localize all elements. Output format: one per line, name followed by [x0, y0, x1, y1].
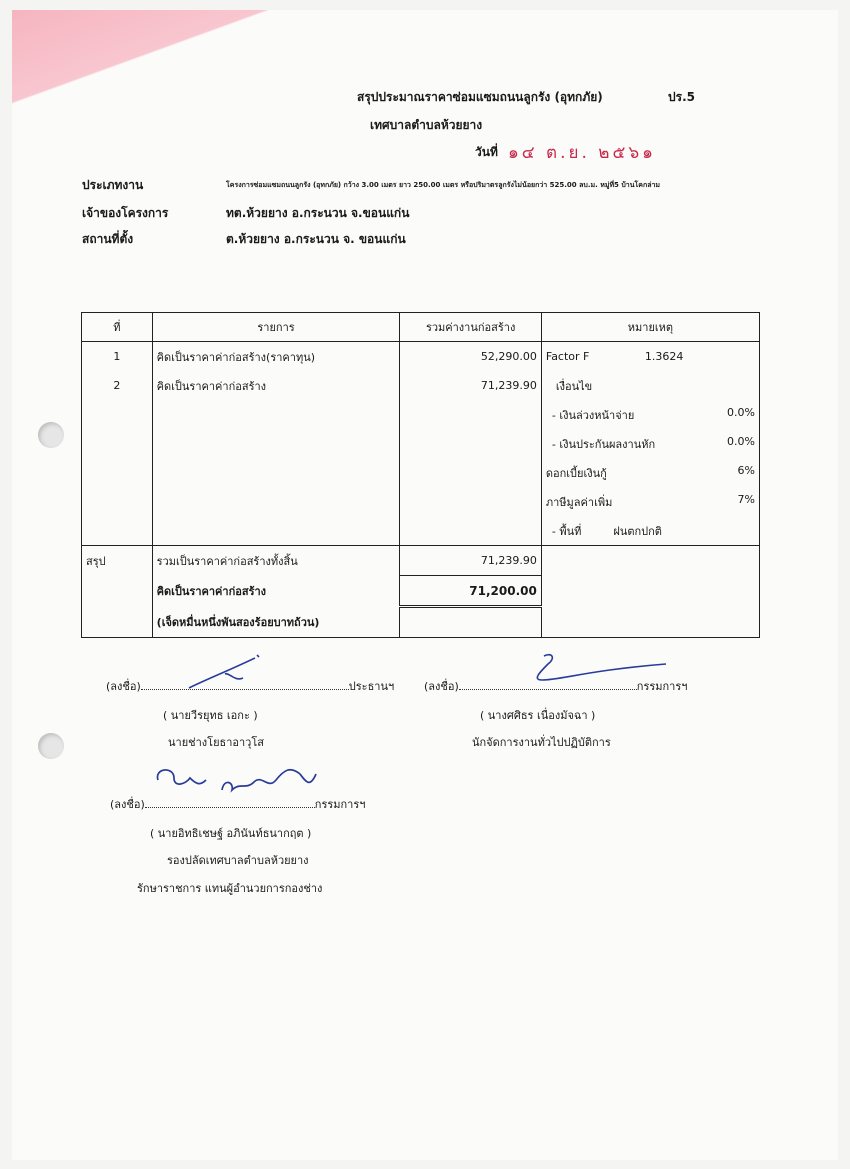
- condition-row: [82, 429, 760, 458]
- conditions-label: เงื่อนไข: [541, 371, 759, 400]
- document-title: สรุปประมาณราคาซ่อมแซมถนนลูกรัง (อุทกภัย): [357, 90, 603, 104]
- final-row: [82, 576, 760, 607]
- location-value: ต.ห้วยยาง อ.กระนวน จ. ขอนแก่น: [226, 232, 406, 246]
- cost-summary-table: [81, 312, 760, 638]
- row-no: 1: [82, 342, 153, 372]
- header-item: รายการ: [152, 313, 400, 342]
- final-label: คิดเป็นราคาค่าก่อสร้าง: [152, 576, 400, 607]
- condition-label: - เงินล่วงหน้าจ่าย: [551, 408, 635, 422]
- project-type-label: ประเภทงาน: [82, 178, 144, 192]
- final-value: 71,200.00: [400, 576, 542, 607]
- member2-role: กรรมการฯ: [314, 798, 366, 811]
- condition-value: 0.0%: [727, 405, 755, 419]
- table-row: [82, 342, 760, 372]
- condition-row: [82, 487, 760, 516]
- factor-value: 1.3624: [644, 350, 684, 363]
- member2-signature: [150, 760, 330, 804]
- owner-label: เจ้าของโครงการ: [82, 206, 169, 220]
- condition-label: ดอกเบี้ยเงินกู้: [545, 466, 607, 480]
- words-row: [82, 607, 760, 638]
- header-note: หมายเหตุ: [541, 313, 759, 342]
- condition-label: - พื้นที่: [551, 524, 582, 538]
- date-value: ๑๔ ต.ย. ๒๕๖๑: [508, 143, 656, 163]
- condition-value: 0.0%: [727, 434, 755, 448]
- row-amount: 71,239.90: [400, 371, 542, 400]
- chair-position: นายช่างโยธาอาวุโส: [168, 736, 264, 749]
- member2-acting: รักษาราชการ แทนผู้อำนวยการกองช่าง: [137, 882, 323, 895]
- header-no: ที่: [82, 313, 153, 342]
- condition-row: [82, 516, 760, 546]
- header-amount: รวมค่างานก่อสร้าง: [400, 313, 542, 342]
- member2-position: รองปลัดเทศบาลตำบลห้วยยาง: [167, 854, 309, 867]
- condition-label: ภาษีมูลค่าเพิ่ม: [545, 495, 613, 509]
- date-label: วันที่: [475, 145, 498, 159]
- row-no: 2: [82, 371, 153, 400]
- summary-row: [82, 546, 760, 576]
- office-name: เทศบาลตำบลห้วยยาง: [370, 118, 483, 132]
- summary-total-label: รวมเป็นราคาค่าก่อสร้างทั้งสิ้น: [152, 546, 400, 576]
- row-note: [541, 342, 759, 372]
- owner-value: ทต.ห้วยยาง อ.กระนวน จ.ขอนแก่น: [226, 206, 410, 220]
- sign-prefix: (ลงชื่อ): [110, 798, 145, 811]
- form-code: ปร.5: [668, 90, 695, 104]
- condition-value: 7%: [737, 492, 755, 506]
- chair-signature: [185, 652, 265, 692]
- summary-total-value: 71,239.90: [400, 546, 542, 576]
- member1-signature: [530, 650, 670, 686]
- condition-label: - เงินประกันผลงานหัก: [551, 437, 656, 451]
- condition-value: 6%: [737, 463, 755, 477]
- location-label: สถานที่ตั้ง: [82, 232, 134, 246]
- condition-value: ฝนตกปกติ: [613, 524, 662, 538]
- member1-position: นักจัดการงานทั่วไปปฏิบัติการ: [472, 736, 611, 749]
- punch-hole-upper: [38, 422, 64, 448]
- row-item: คิดเป็นราคาค่าก่อสร้าง(ราคาทุน): [152, 342, 400, 372]
- pink-corner-tab: [12, 10, 272, 120]
- summary-label: สรุป: [82, 546, 153, 576]
- member2-name: ( นายอิทธิเชษฐ์ อภินันท์ธนากฤต ): [150, 827, 312, 840]
- amount-in-words: (เจ็ดหมื่นหนึ่งพันสองร้อยบาทถ้วน): [152, 607, 400, 638]
- chair-name: ( นายวีรยุทธ เอกะ ): [163, 709, 258, 722]
- sign-prefix: (ลงชื่อ): [106, 680, 141, 693]
- punch-hole-lower: [38, 733, 64, 759]
- condition-row: [82, 458, 760, 487]
- table-row: [82, 371, 760, 400]
- chair-role: ประธานฯ: [348, 680, 395, 693]
- row-amount: 52,290.00: [400, 342, 542, 372]
- condition-row: [82, 400, 760, 429]
- member1-name: ( นางศศิธร เนื่องมัจฉา ): [480, 709, 596, 722]
- project-type-value: โครงการซ่อมแซมถนนลูกรัง (อุทกภัย) กว้าง 3.00 เมตร ยาว 250.00 เมตร หรือปริมาตรลูกรังไม่น้อยกว่า 525.00 ลบ.ม. หมู่ที่5 บ้านโคกล่าม: [226, 181, 661, 189]
- member1-role: กรรมการฯ: [636, 680, 688, 693]
- row-item: คิดเป็นราคาค่าก่อสร้าง: [152, 371, 400, 400]
- sign-prefix: (ลงชื่อ): [424, 680, 459, 693]
- factor-label: Factor F: [545, 350, 590, 363]
